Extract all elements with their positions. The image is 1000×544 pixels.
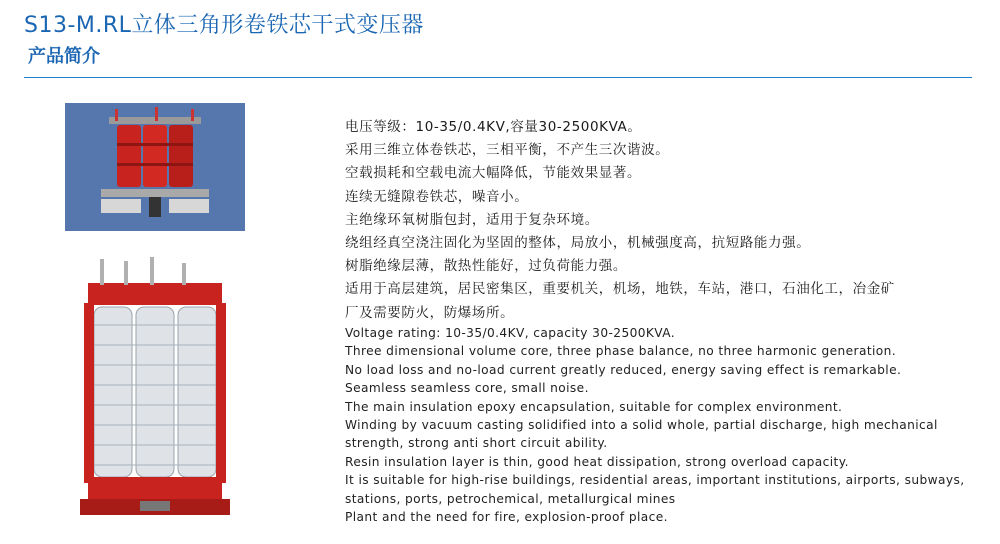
zh-line: 采用三维立体卷铁芯，三相平衡，不产生三次谐波。 <box>345 142 670 159</box>
en-line: Winding by vacuum casting solidified into a solid whole, partial discharge, high mechanical <box>345 418 938 433</box>
zh-line: 绕组经真空浇注固化为坚固的整体，局放小，机械强度高，抗短路能力强。 <box>345 235 811 252</box>
zh-line: 空载损耗和空载电流大幅降低，节能效果显著。 <box>345 165 642 182</box>
zh-line: 适用于高层建筑，居民密集区，重要机关，机场，地铁，车站，港口，石油化工，冶金矿 <box>345 281 895 298</box>
transformer-front-photo <box>65 103 245 231</box>
section-heading: 产品简介 <box>28 46 100 67</box>
page-title: S13-M.RL立体三角形卷铁芯干式变压器 <box>24 13 424 38</box>
zh-line: 厂及需要防火，防爆场所。 <box>345 304 515 321</box>
en-line: stations, ports, petrochemical, metallurgical mines <box>345 491 676 506</box>
zh-line: 电压等级：10-35/0.4KV,容量30-2500KVA。 <box>345 119 642 135</box>
en-line: Resin insulation layer is thin, good heat dissipation, strong overload capacity. <box>345 454 849 469</box>
en-line: Voltage rating: 10-35/0.4KV, capacity 30-2500KVA. <box>345 326 676 340</box>
en-line: Three dimensional volume core, three phase balance, no three harmonic generation. <box>345 344 897 359</box>
zh-line: 连续无缝隙卷铁芯，噪音小。 <box>345 188 529 205</box>
header-divider <box>24 77 972 78</box>
en-line: The main insulation epoxy encapsulation, suitable for complex environment. <box>345 399 843 414</box>
zh-line: 主绝缘环氧树脂包封，适用于复杂环境。 <box>345 211 599 228</box>
transformer-coil-photo <box>80 255 230 535</box>
en-line: It is suitable for high-rise buildings, residential areas, important institutions, airports, subways, <box>345 473 965 488</box>
en-line: Plant and the need for fire, explosion-proof place. <box>345 510 668 525</box>
en-line: No load loss and no-load current greatly reduced, energy saving effect is remarkable. <box>345 362 902 377</box>
chinese-description <box>345 116 985 325</box>
en-line: Seamless seamless core, small noise. <box>345 381 589 396</box>
english-description <box>345 324 985 526</box>
zh-line: 树脂绝缘层薄，散热性能好，过负荷能力强。 <box>345 258 627 275</box>
en-line: strength, strong anti short circuit ability. <box>345 436 608 451</box>
